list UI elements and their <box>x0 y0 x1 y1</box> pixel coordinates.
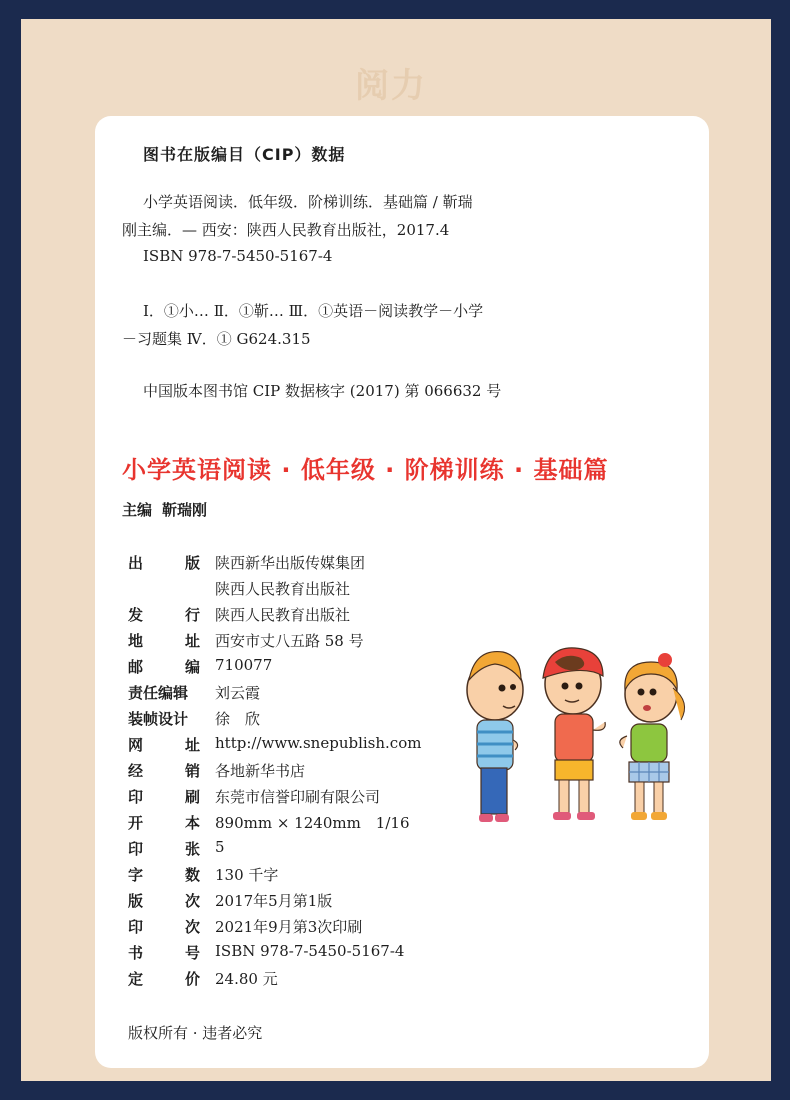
pub-value-2: 陕西人民教育出版社 <box>215 580 351 598</box>
pub-value: 130 千字 <box>215 866 279 884</box>
pub-label <box>128 916 200 937</box>
pub-label <box>128 968 200 989</box>
editor-label: 主编 <box>122 501 153 519</box>
pub-label-char: 邮 <box>128 658 144 676</box>
pub-label-char: 张 <box>184 840 200 858</box>
pub-label <box>128 630 200 651</box>
pub-label <box>128 760 200 781</box>
pub-label-char: 印 <box>128 840 144 858</box>
pub-label-char: 价 <box>184 970 200 988</box>
pub-label-char: 定 <box>128 970 144 988</box>
pub-value: 各地新华书店 <box>215 762 306 780</box>
pub-value: 710077 <box>215 656 273 674</box>
rights-notice: 版权所有 · 违者必究 <box>128 1024 263 1042</box>
book-title: 小学英语阅读 · 低年级 · 阶梯训练 · 基础篇 <box>122 456 609 484</box>
pub-label <box>128 812 200 833</box>
pub-label-char: 次 <box>184 892 200 910</box>
pub-label-char: 行 <box>184 606 200 624</box>
pub-label-char: 次 <box>184 918 200 936</box>
pub-value: 徐 欣 <box>215 710 261 728</box>
pub-value: 刘云霞 <box>215 684 261 702</box>
pub-label-char: 网 <box>128 736 144 754</box>
pub-value: 东莞市信誉印刷有限公司 <box>215 788 381 806</box>
boy-blue-shirt-figure <box>467 652 523 822</box>
pub-value: 陕西新华出版传媒集团 <box>215 554 366 572</box>
pub-label <box>128 890 200 911</box>
pub-label-char: 版 <box>128 892 144 910</box>
cip-line-2: 刚主编．— 西安：陕西人民教育出版社，2017.4 <box>122 221 450 239</box>
pub-label-char: 销 <box>184 762 200 780</box>
cip-line-5: －习题集 Ⅳ．① G624.315 <box>122 330 311 348</box>
pub-label <box>128 942 200 963</box>
pub-value: ISBN 978-7-5450-5167-4 <box>215 942 405 960</box>
pub-label <box>128 786 200 807</box>
editor-line <box>122 499 207 520</box>
pub-label-char: 号 <box>184 944 200 962</box>
girl-green-shirt-figure <box>620 653 685 820</box>
pub-value: 2021年9月第3次印刷 <box>215 918 363 936</box>
pub-value: 24.80 元 <box>215 970 278 988</box>
pub-label-char: 印 <box>128 918 144 936</box>
pub-value: 2017年5月第1版 <box>215 892 333 910</box>
pub-value: 5 <box>215 838 225 856</box>
pub-label-char: 本 <box>184 814 200 832</box>
pub-label-char: 址 <box>184 632 200 650</box>
pub-label-char: 址 <box>184 736 200 754</box>
pub-label-char: 编 <box>184 658 200 676</box>
pub-label: 装帧设计 <box>128 710 189 728</box>
pub-label-char: 数 <box>184 866 200 884</box>
cip-isbn: ISBN 978-7-5450-5167-4 <box>143 247 333 265</box>
pub-label-char: 开 <box>128 814 144 832</box>
cip-line-4: Ⅰ．①小… Ⅱ．①靳… Ⅲ．①英语－阅读教学－小学 <box>143 302 484 320</box>
pub-value: 890mm × 1240mm 1/16 <box>215 814 410 832</box>
pub-label <box>128 604 200 625</box>
pub-value: 陕西人民教育出版社 <box>215 606 351 624</box>
pub-label-char: 经 <box>128 762 144 780</box>
pub-label-char: 书 <box>128 944 144 962</box>
children-illustration <box>455 640 700 835</box>
pub-label-char: 印 <box>128 788 144 806</box>
pub-label-char: 版 <box>184 554 200 572</box>
cip-line-6: 中国版本图书馆 CIP 数据核字 (2017) 第 066632 号 <box>143 382 502 400</box>
editor-name: 靳瑞刚 <box>162 501 208 519</box>
faint-background-title: 阅力 <box>355 66 427 106</box>
pub-label <box>128 838 200 859</box>
pub-value: 西安市丈八五路 58 号 <box>215 632 364 650</box>
pub-label: 责任编辑 <box>128 684 189 702</box>
pub-label <box>128 656 200 677</box>
pub-label-char: 出 <box>128 554 144 572</box>
pub-label-char: 发 <box>128 606 144 624</box>
cip-line-1: 小学英语阅读．低年级．阶梯训练．基础篇 / 靳瑞 <box>143 193 473 211</box>
pub-label-char: 字 <box>128 866 144 884</box>
cip-heading: 图书在版编目（CIP）数据 <box>143 145 346 164</box>
pub-value: http://www.snepublish.com <box>215 734 422 752</box>
pub-label-char: 刷 <box>184 788 200 806</box>
boy-red-cap-figure <box>543 648 605 820</box>
pub-label <box>128 864 200 885</box>
pub-label <box>128 734 200 755</box>
pub-label <box>128 552 200 573</box>
pub-label-char: 地 <box>128 632 144 650</box>
